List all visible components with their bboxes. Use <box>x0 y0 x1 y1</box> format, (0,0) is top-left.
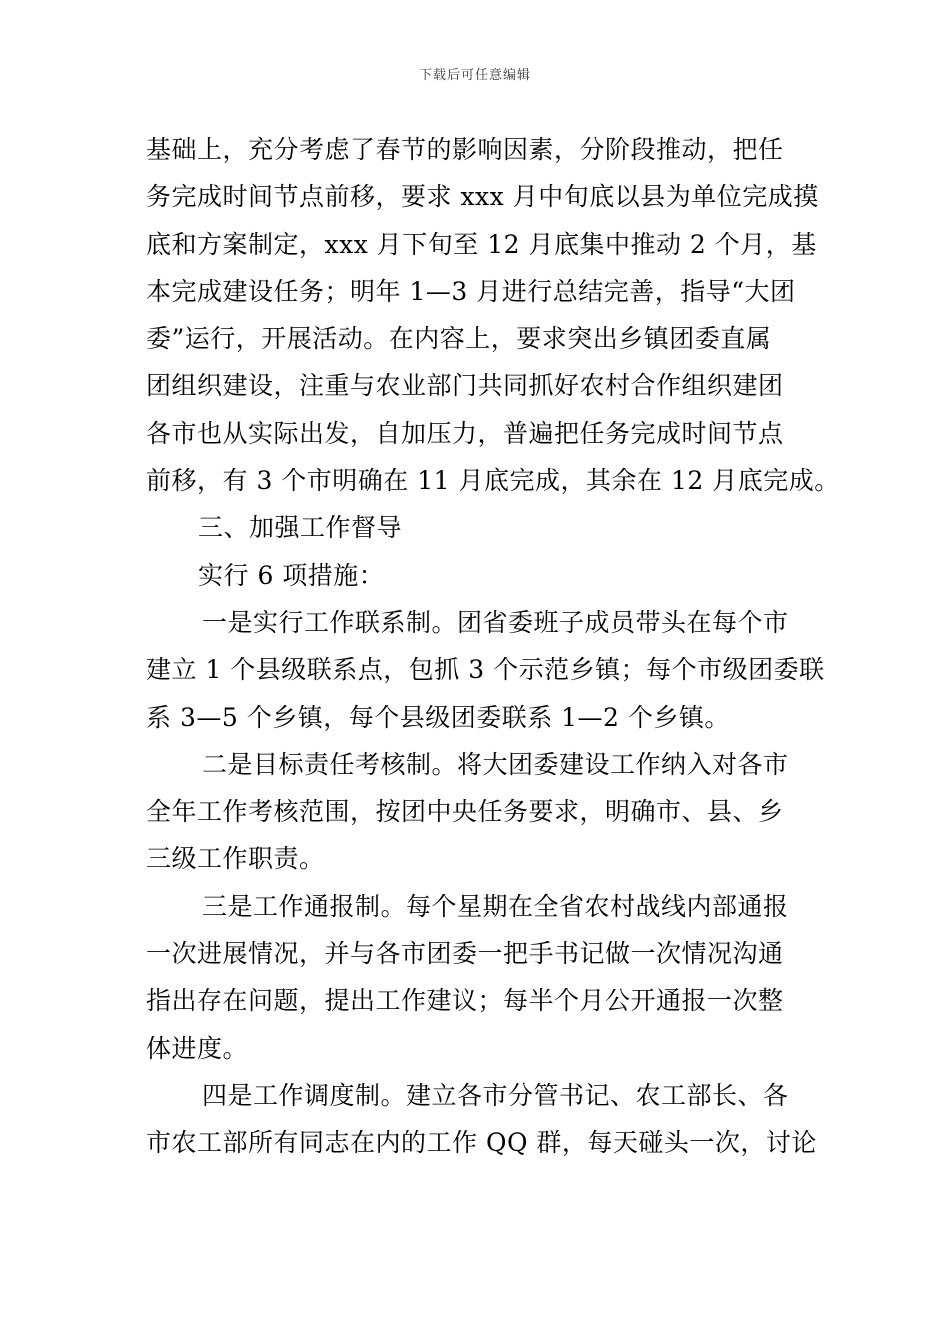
paragraph-start: 二是目标责任考核制。将大团委建设工作纳入对各市 <box>202 749 789 779</box>
text-line: 三级工作职责。 <box>146 844 325 874</box>
paragraph-start: 三是工作通报制。每个星期在全省农村战线内部通报 <box>202 891 789 921</box>
text-line: 本完成建设任务；明年 1—3 月进行总结完善，指导“大团 <box>146 276 796 306</box>
text-line: 团组织建设，注重与农业部门共同抓好农村合作组织建团 <box>146 371 784 401</box>
text-line: 底和方案制定，xxx 月下旬至 12 月底集中推动 2 个月，基 <box>146 229 817 259</box>
text-line: 指出存在问题，提出工作建议；每半个月公开通报一次整 <box>146 986 784 1016</box>
text-line: 前移，有 3 个市明确在 11 月底完成，其余在 12 月底完成。 <box>146 466 840 496</box>
page-header-note: 下载后可任意编辑 <box>418 68 531 83</box>
text-line: 基础上，充分考虑了春节的影响因素，分阶段推动，把任 <box>146 135 784 164</box>
text-line: 一次进展情况，并与各市团委一把手书记做一次情况沟通 <box>146 939 784 969</box>
text-line: 各市也从实际出发，自加压力，普遍把任务完成时间节点 <box>146 418 784 448</box>
section-heading: 三、加强工作督导 <box>198 513 403 543</box>
paragraph-start: 一是实行工作联系制。团省委班子成员带头在每个市 <box>202 607 789 637</box>
text-line: 委”运行，开展活动。在内容上，要求突出乡镇团委直属 <box>146 324 772 354</box>
text-line: 务完成时间节点前移，要求 xxx 月中旬底以县为单位完成摸 <box>146 182 819 212</box>
text-line: 市农工部所有同志在内的工作 QQ 群，每天碰头一次，讨论 <box>146 1128 817 1158</box>
document-body <box>146 126 840 1167</box>
text-line: 体进度。 <box>146 1033 249 1063</box>
paragraph-start: 四是工作调度制。建立各市分管书记、农工部长、各 <box>202 1080 789 1110</box>
text-line: 建立 1 个县级联系点，包抓 3 个示范乡镇；每个市级团委联 <box>146 655 825 685</box>
text-line: 实行 6 项措施： <box>198 560 385 590</box>
text-line: 系 3—5 个乡镇，每个县级团委联系 1—2 个乡镇。 <box>146 702 730 732</box>
text-line: 全年工作考核范围，按团中央任务要求，明确市、县、乡 <box>146 797 784 827</box>
